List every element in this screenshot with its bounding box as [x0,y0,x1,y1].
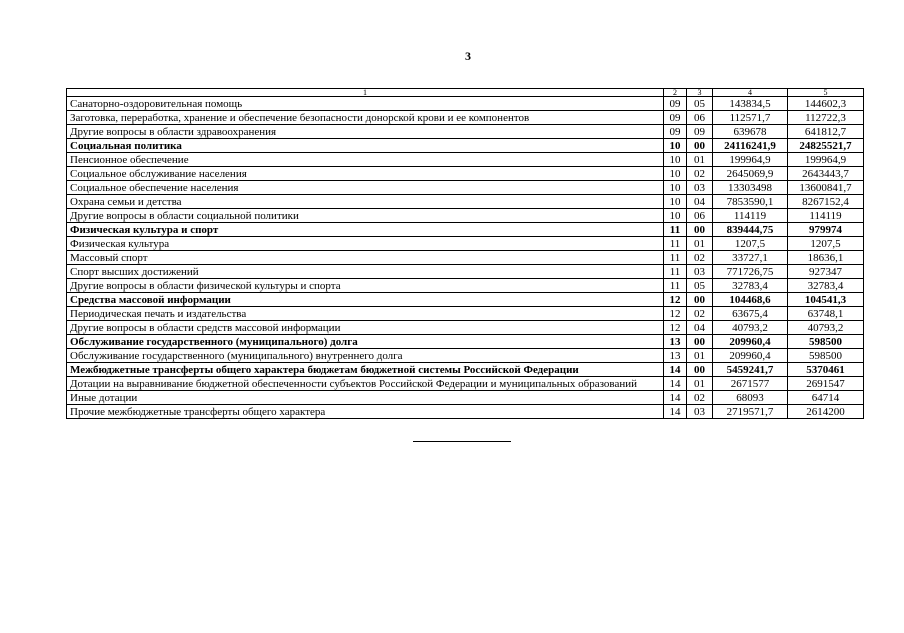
table-row [67,251,864,265]
value-column-4-cell: 209960,4 [713,349,788,363]
section-code-cell: 13 [664,349,687,363]
subsection-code-cell: 02 [687,391,713,405]
value-column-5-cell: 8267152,4 [788,195,864,209]
subsection-code-cell: 02 [687,307,713,321]
table-row [67,279,864,293]
subsection-code-cell: 02 [687,251,713,265]
row-name-cell: Другие вопросы в области средств массовой информации [67,321,664,335]
table-row [67,405,864,419]
value-column-4-cell: 5459241,7 [713,363,788,377]
value-column-5-cell: 199964,9 [788,153,864,167]
table-row-section-total [67,139,864,153]
row-name-cell: Физическая культура и спорт [67,223,664,237]
table-row [67,153,864,167]
table-row [67,195,864,209]
section-code-cell: 11 [664,251,687,265]
value-column-5-cell: 112722,3 [788,111,864,125]
section-code-cell: 12 [664,321,687,335]
value-column-4-cell: 639678 [713,125,788,139]
table-row-section-total [67,363,864,377]
budget-table-body [67,97,864,419]
value-column-5-cell: 64714 [788,391,864,405]
subsection-code-cell: 01 [687,237,713,251]
value-column-5-cell: 2691547 [788,377,864,391]
table-row [67,237,864,251]
row-name-cell: Физическая культура [67,237,664,251]
subsection-code-cell: 06 [687,111,713,125]
row-name-cell: Охрана семьи и детства [67,195,664,209]
table-row [67,209,864,223]
value-column-4-cell: 7853590,1 [713,195,788,209]
row-name-cell: Периодическая печать и издательства [67,307,664,321]
section-code-cell: 10 [664,167,687,181]
budget-table [66,88,864,419]
row-name-cell: Социальная политика [67,139,664,153]
row-name-cell: Массовый спорт [67,251,664,265]
subsection-code-cell: 00 [687,139,713,153]
table-row [67,167,864,181]
section-code-cell: 11 [664,223,687,237]
closing-divider-line [413,441,511,442]
section-code-cell: 10 [664,153,687,167]
table-row [67,111,864,125]
value-column-5-cell: 598500 [788,335,864,349]
value-column-4-cell: 114119 [713,209,788,223]
subsection-code-cell: 01 [687,377,713,391]
table-row-section-total [67,293,864,307]
value-column-5-cell: 979974 [788,223,864,237]
value-column-4-cell: 33727,1 [713,251,788,265]
table-row-section-total [67,223,864,237]
column-number-header: 3 [687,89,713,97]
value-column-4-cell: 40793,2 [713,321,788,335]
row-name-cell: Прочие межбюджетные трансферты общего характера [67,405,664,419]
section-code-cell: 12 [664,293,687,307]
value-column-4-cell: 771726,75 [713,265,788,279]
row-name-cell: Другие вопросы в области физической культуры и спорта [67,279,664,293]
subsection-code-cell: 02 [687,167,713,181]
value-column-5-cell: 24825521,7 [788,139,864,153]
table-row-section-total [67,335,864,349]
value-column-5-cell: 598500 [788,349,864,363]
table-row [67,265,864,279]
value-column-4-cell: 68093 [713,391,788,405]
subsection-code-cell: 00 [687,363,713,377]
subsection-code-cell: 03 [687,181,713,195]
value-column-5-cell: 32783,4 [788,279,864,293]
table-row [67,125,864,139]
section-code-cell: 10 [664,195,687,209]
value-column-5-cell: 114119 [788,209,864,223]
value-column-4-cell: 209960,4 [713,335,788,349]
table-header [67,89,864,97]
row-name-cell: Обслуживание государственного (муниципального) долга [67,335,664,349]
value-column-4-cell: 2671577 [713,377,788,391]
value-column-5-cell: 1207,5 [788,237,864,251]
value-column-4-cell: 2645069,9 [713,167,788,181]
column-number-header: 2 [664,89,687,97]
subsection-code-cell: 04 [687,195,713,209]
value-column-4-cell: 63675,4 [713,307,788,321]
row-name-cell: Обслуживание государственного (муниципального) внутреннего долга [67,349,664,363]
section-code-cell: 09 [664,125,687,139]
subsection-code-cell: 05 [687,97,713,111]
column-number-header: 1 [67,89,664,97]
section-code-cell: 10 [664,139,687,153]
row-name-cell: Другие вопросы в области здравоохранения [67,125,664,139]
value-column-4-cell: 2719571,7 [713,405,788,419]
value-column-5-cell: 13600841,7 [788,181,864,195]
value-column-4-cell: 143834,5 [713,97,788,111]
table-header-row [67,89,864,97]
section-code-cell: 14 [664,405,687,419]
row-name-cell: Санаторно-оздоровительная помощь [67,97,664,111]
row-name-cell: Иные дотации [67,391,664,405]
subsection-code-cell: 06 [687,209,713,223]
column-number-header: 5 [788,89,864,97]
subsection-code-cell: 05 [687,279,713,293]
subsection-code-cell: 00 [687,335,713,349]
value-column-4-cell: 1207,5 [713,237,788,251]
page-number: 3 [465,49,471,63]
column-number-header: 4 [713,89,788,97]
value-column-4-cell: 839444,75 [713,223,788,237]
row-name-cell: Социальное обеспечение населения [67,181,664,195]
row-name-cell: Средства массовой информации [67,293,664,307]
section-code-cell: 09 [664,111,687,125]
value-column-5-cell: 18636,1 [788,251,864,265]
value-column-5-cell: 40793,2 [788,321,864,335]
row-name-cell: Пенсионное обеспечение [67,153,664,167]
table-row [67,349,864,363]
table-row [67,307,864,321]
table-row [67,321,864,335]
section-code-cell: 11 [664,265,687,279]
row-name-cell: Заготовка, переработка, хранение и обеспечение безопасности донорской крови и ее компонентов [67,111,664,125]
subsection-code-cell: 03 [687,405,713,419]
row-name-cell: Спорт высших достижений [67,265,664,279]
section-code-cell: 10 [664,209,687,223]
table-row [67,181,864,195]
value-column-4-cell: 104468,6 [713,293,788,307]
section-code-cell: 14 [664,377,687,391]
value-column-5-cell: 2643443,7 [788,167,864,181]
subsection-code-cell: 04 [687,321,713,335]
row-name-cell: Социальное обслуживание населения [67,167,664,181]
value-column-4-cell: 199964,9 [713,153,788,167]
value-column-5-cell: 144602,3 [788,97,864,111]
value-column-5-cell: 63748,1 [788,307,864,321]
table-row [67,377,864,391]
row-name-cell: Межбюджетные трансферты общего характера бюджетам бюджетной системы Российской Федерации [67,363,664,377]
subsection-code-cell: 00 [687,223,713,237]
value-column-5-cell: 641812,7 [788,125,864,139]
row-name-cell: Дотации на выравнивание бюджетной обеспеченности субъектов Российской Федерации и муниципальных образований [67,377,664,391]
value-column-5-cell: 5370461 [788,363,864,377]
table-row [67,97,864,111]
value-column-5-cell: 104541,3 [788,293,864,307]
section-code-cell: 11 [664,279,687,293]
section-code-cell: 14 [664,363,687,377]
subsection-code-cell: 09 [687,125,713,139]
row-name-cell: Другие вопросы в области социальной политики [67,209,664,223]
subsection-code-cell: 03 [687,265,713,279]
table-row [67,391,864,405]
value-column-5-cell: 2614200 [788,405,864,419]
subsection-code-cell: 01 [687,153,713,167]
subsection-code-cell: 01 [687,349,713,363]
subsection-code-cell: 00 [687,293,713,307]
section-code-cell: 09 [664,97,687,111]
section-code-cell: 13 [664,335,687,349]
value-column-4-cell: 24116241,9 [713,139,788,153]
value-column-4-cell: 112571,7 [713,111,788,125]
value-column-4-cell: 13303498 [713,181,788,195]
section-code-cell: 10 [664,181,687,195]
section-code-cell: 11 [664,237,687,251]
section-code-cell: 12 [664,307,687,321]
section-code-cell: 14 [664,391,687,405]
value-column-4-cell: 32783,4 [713,279,788,293]
value-column-5-cell: 927347 [788,265,864,279]
